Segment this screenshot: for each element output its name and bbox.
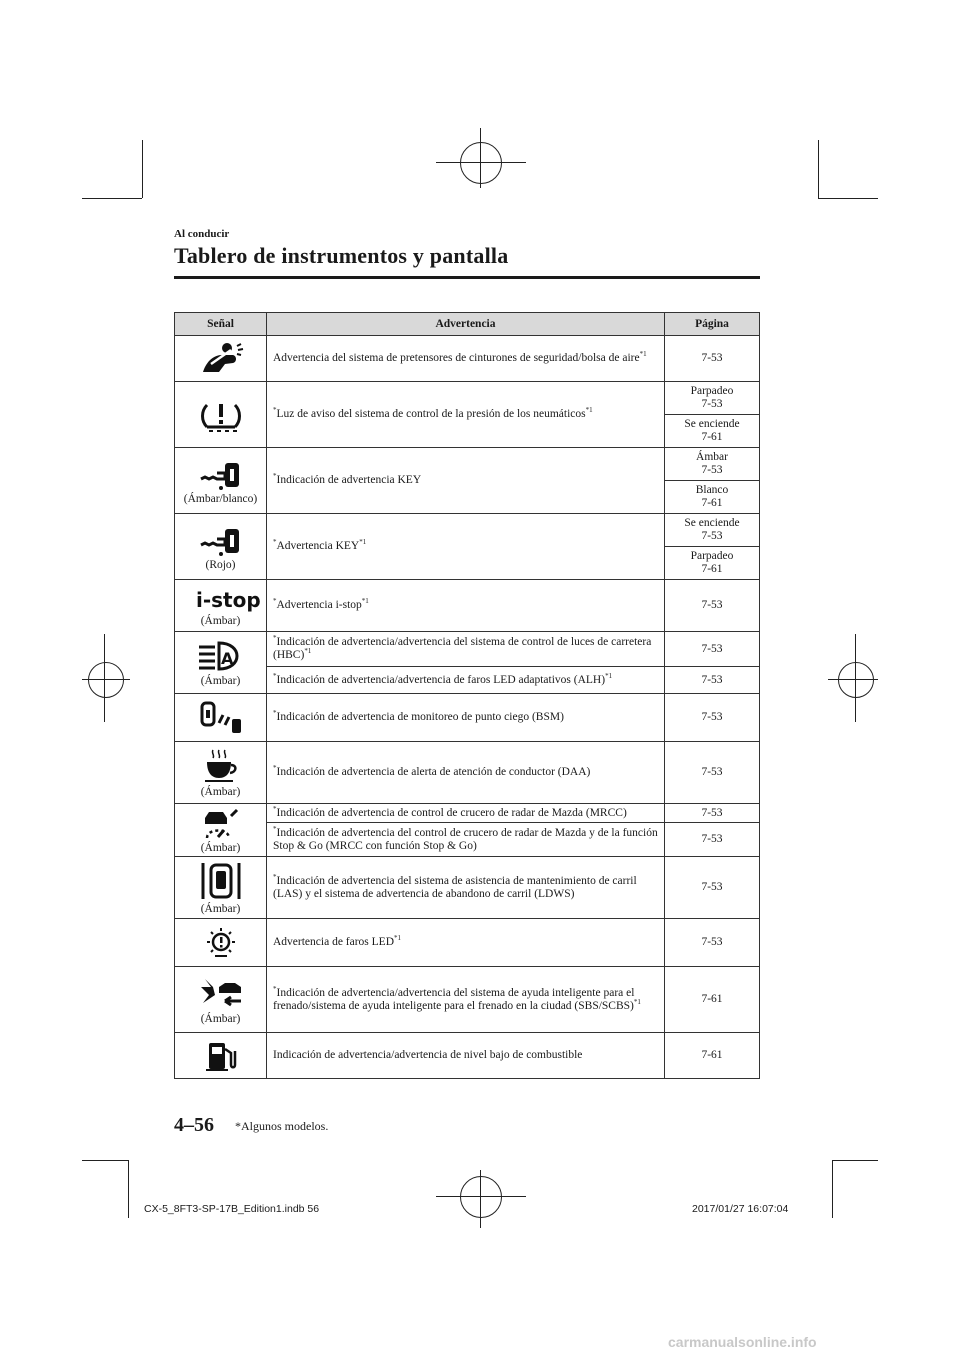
signal-cell: [175, 1033, 267, 1079]
page-ref: 7-53: [665, 336, 760, 382]
page-title: Tablero de instrumentos y pantalla: [174, 243, 509, 268]
warning-text: Advertencia i-stop: [276, 599, 362, 611]
page-ref: 7-53: [665, 694, 760, 742]
footnote-ref: *1: [585, 406, 593, 415]
color-caption: (Ámbar): [200, 842, 241, 854]
coffee-cup-icon: [175, 748, 266, 784]
warning-text: Indicación de advertencia/advertencia de faros LED adaptativos (ALH): [276, 673, 606, 686]
asterisk-marker: *: [273, 872, 277, 881]
warning-text: Indicación de advertencia del sistema de asistencia de mantenimiento de carril (LAS) y el sistema de advertencia de abandono de carril (LDWS): [273, 874, 637, 900]
signal-cell: [175, 336, 267, 382]
color-caption: (Ámbar): [200, 674, 241, 687]
signal-cell: [175, 967, 267, 1033]
print-file-name: CX-5_8FT3-SP-17B_Edition1.indb 56: [144, 1203, 320, 1215]
warning-text: Indicación de advertencia/advertencia del sistema de control de luces de carretera (HBC): [273, 636, 652, 661]
watermark: carmanualsonline.info: [668, 1334, 817, 1350]
color-caption: (Ámbar): [200, 1012, 241, 1025]
warning-description: [267, 804, 665, 823]
page-ref: 7-53: [665, 667, 760, 694]
footnote-ref: *1: [361, 597, 369, 606]
page-ref: 7-53: [665, 580, 760, 632]
table-row: [175, 967, 760, 1033]
table-row: [175, 694, 760, 742]
asterisk-marker: *: [273, 538, 277, 547]
asterisk-marker: *: [273, 472, 277, 481]
signal-cell: [175, 804, 267, 857]
lane-assist-icon: [175, 861, 266, 901]
col-warning: Advertencia: [267, 313, 665, 336]
tire-pressure-icon: [175, 397, 266, 433]
asterisk-marker: *: [273, 824, 277, 833]
page-number: 4–56: [174, 1114, 214, 1136]
page-ref: Se enciende 7-53: [665, 514, 760, 547]
footnote: *Algunos modelos.: [235, 1119, 329, 1133]
title-rule: [174, 276, 760, 279]
warning-table: [174, 312, 760, 1079]
asterisk-marker: *: [273, 634, 277, 643]
warning-description: [267, 857, 665, 919]
asterisk-marker: *: [273, 671, 277, 680]
warning-description: [267, 967, 665, 1033]
signal-cell: [175, 382, 267, 448]
signal-cell: [175, 632, 267, 694]
table-row: [175, 742, 760, 804]
warning-description: [267, 448, 665, 514]
warning-text: Advertencia de faros LED: [273, 936, 395, 948]
page-ref: Blanco 7-61: [665, 481, 760, 514]
page-ref: 7-53: [665, 742, 760, 804]
blind-spot-icon: [175, 701, 266, 735]
smart-brake-icon: [175, 975, 266, 1011]
asterisk-marker: *: [273, 709, 277, 718]
col-page: Página: [665, 313, 760, 336]
warning-description: [267, 823, 665, 857]
warning-text: Indicación de advertencia del control de crucero de radar de Mazda y de la función Stop & Go (MRCC con función Stop & Go): [273, 826, 658, 852]
warning-text: Indicación de advertencia KEY: [276, 474, 422, 486]
warning-description: [267, 580, 665, 632]
asterisk-marker: *: [273, 764, 277, 773]
color-caption: (Ámbar): [200, 902, 241, 915]
warning-description: [267, 382, 665, 448]
table-header-row: [175, 313, 760, 336]
warning-description: [267, 514, 665, 580]
signal-cell: [175, 694, 267, 742]
color-caption: (Rojo): [205, 558, 236, 571]
footnote-ref: *1: [394, 934, 402, 943]
table-row: [175, 632, 760, 667]
footnote-ref: *1: [359, 538, 367, 547]
page-ref: Ámbar 7-53: [665, 448, 760, 481]
svg-text:A: A: [220, 648, 233, 668]
warning-description: [267, 742, 665, 804]
col-signal: Señal: [175, 313, 267, 336]
key-icon: [175, 523, 266, 557]
warning-description: [267, 1033, 665, 1079]
page-ref: 7-53: [665, 632, 760, 667]
footnote-ref: *1: [633, 997, 641, 1006]
page-ref: 7-61: [665, 1033, 760, 1079]
warning-description: [267, 667, 665, 694]
table-row: [175, 336, 760, 382]
table-row: [175, 382, 760, 415]
seatbelt-airbag-icon: [175, 342, 266, 376]
table-row: [175, 448, 760, 481]
key-icon: [175, 457, 266, 491]
color-caption: (Ámbar/blanco): [183, 492, 258, 505]
asterisk-marker: *: [273, 597, 277, 606]
warning-text: Luz de aviso del sistema de control de la presión de los neumáticos: [276, 408, 586, 420]
page-ref: 7-53: [665, 857, 760, 919]
table-row: [175, 1033, 760, 1079]
page-ref: 7-53: [665, 919, 760, 967]
footnote-ref: *1: [605, 671, 613, 680]
section-label: Al conducir: [174, 228, 230, 240]
signal-cell: [175, 857, 267, 919]
warning-text: Indicación de advertencia de alerta de atención de conductor (DAA): [276, 766, 591, 778]
asterisk-marker: *: [273, 984, 277, 993]
signal-cell: [175, 448, 267, 514]
warning-text: Advertencia del sistema de pretensores de cinturones de seguridad/bolsa de aire: [273, 352, 640, 364]
i-stop-icon: [175, 585, 266, 613]
page-ref: Parpadeo 7-61: [665, 547, 760, 580]
warning-description: [267, 919, 665, 967]
page-ref: Parpadeo 7-53: [665, 382, 760, 415]
asterisk-marker: *: [273, 804, 277, 813]
warning-description: [267, 694, 665, 742]
warning-text: Indicación de advertencia/advertencia del sistema de ayuda inteligente para el frenado/sistema de ayuda inteligente para el frenado en la ciudad (SBS/SCBS): [273, 986, 635, 1012]
asterisk-marker: *: [273, 406, 277, 415]
warning-description: [267, 336, 665, 382]
table-row: [175, 514, 760, 547]
warning-text: Indicación de advertencia de control de crucero de radar de Mazda (MRCC): [276, 806, 627, 819]
signal-cell: [175, 514, 267, 580]
color-caption: (Ámbar): [200, 785, 241, 798]
warning-text: Indicación de advertencia/advertencia de nivel bajo de combustible: [273, 1049, 583, 1061]
print-timestamp: 2017/01/27 16:07:04: [692, 1203, 789, 1215]
warning-text: Advertencia KEY: [276, 540, 360, 552]
headlight-auto-icon: [175, 639, 266, 673]
page-ref: 7-53: [665, 804, 760, 823]
color-caption: (Ámbar): [200, 614, 241, 627]
warning-text: Indicación de advertencia de monitoreo de punto ciego (BSM): [276, 711, 564, 723]
svg-text:i-stop: i-stop: [195, 587, 261, 612]
radar-cruise-icon: [175, 806, 266, 840]
page-ref: 7-53: [665, 823, 760, 857]
fuel-pump-icon: [175, 1039, 266, 1073]
signal-cell: [175, 742, 267, 804]
table-row: [175, 857, 760, 919]
table-row: [175, 919, 760, 967]
table-row: [175, 580, 760, 632]
signal-cell: [175, 580, 267, 632]
signal-cell: [175, 919, 267, 967]
page-ref: Se enciende 7-61: [665, 415, 760, 448]
table-row: [175, 804, 760, 823]
footnote-ref: *1: [639, 350, 647, 359]
footnote-ref: *1: [304, 647, 312, 656]
page-ref: 7-61: [665, 967, 760, 1033]
warning-description: [267, 632, 665, 667]
led-headlight-warning-icon: [175, 926, 266, 960]
